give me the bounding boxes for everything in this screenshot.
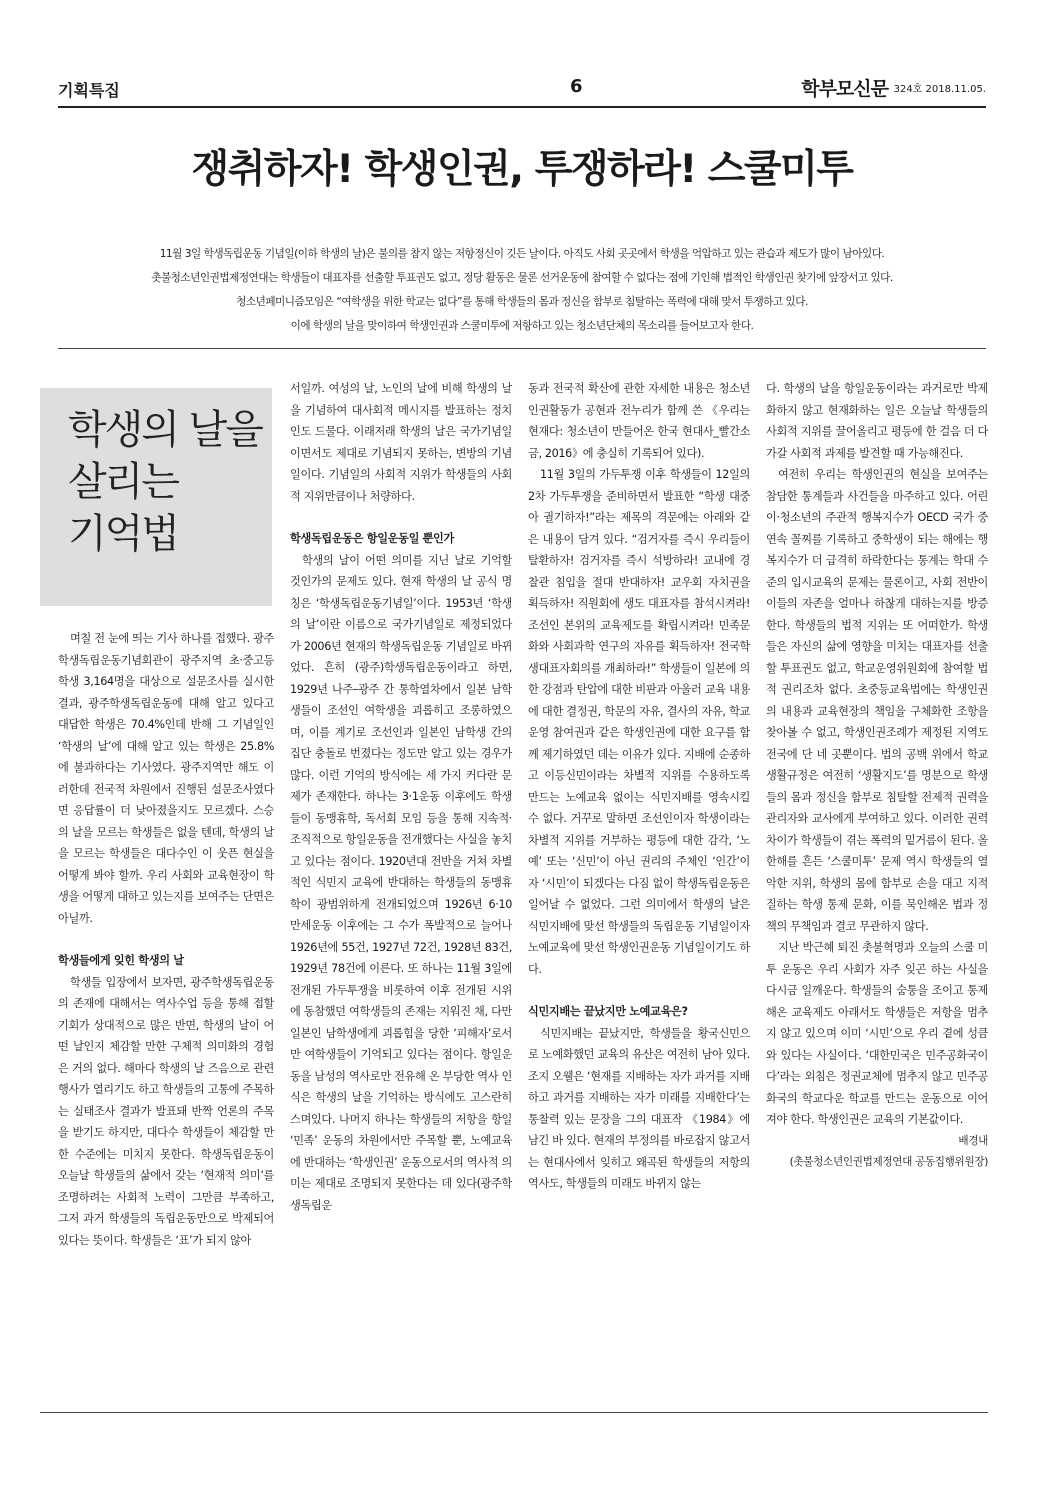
author-affiliation: (촛불청소년인권법제정연대 공동집행위원장) bbox=[789, 1156, 988, 1168]
paper-logo: 학부모신문 bbox=[801, 78, 888, 100]
body-paragraph: 학생들 입장에서 보자면, 광주학생독립운동의 존재에 대해서는 역사수업 등을 통해 접할 기회가 상대적으로 많은 반면, 학생의 날이 어떤 날인지 체감할 만한 구체적 의미화의 경험은 거의 없다. 해마다 학생의 날 즈음으로 관련 행사가 열리기도 하고 학생들의 고통에 주목하는 실태조사 결과가 발표돼 반짝 언론의 주목을 받기도 하지만, 대다수 학생들이 체감할 만한 수준에는 미치지 못한다. 학생독립운동이 오늘날 학생들의 삶에서 갖는 ‘현재적 의미’를 조명하려는 사회적 노력이 그만큼 부족하고, 그저 과거 학생들의 독립운동만으로 박제되어 있다는 뜻이다. 학생들은 ‘표’가 되지 않아 bbox=[58, 975, 274, 1247]
body-paragraph: 동과 전국적 확산에 관한 자세한 내용은 청소년인권활동가 공현과 전누리가 함께 쓴 《우리는 현재다: 청소년이 만들어온 한국 현대사_빨간소금, 2016》에 충실히 기록되어 있다). bbox=[528, 382, 750, 460]
headline: 쟁취하자! 학생인권, 투쟁하라! 스쿨미투 bbox=[191, 147, 853, 192]
article-column-4 bbox=[766, 378, 988, 1174]
lead-paragraph bbox=[58, 242, 986, 338]
lead-rule bbox=[58, 348, 986, 349]
article-column-2 bbox=[290, 378, 512, 1216]
issue-info: 324호 2018.11.05. bbox=[893, 84, 986, 95]
article-title-line: 학생의 날을 bbox=[68, 407, 262, 453]
header-rule bbox=[58, 106, 986, 108]
subheading: 식민지배는 끝났지만 노예교육은? bbox=[528, 1005, 688, 1018]
author-name: 배경내 bbox=[958, 1134, 988, 1147]
page-header bbox=[58, 76, 986, 106]
body-paragraph: 학생의 날이 어떤 의미를 지닌 날로 기억할 것인가의 문제도 있다. 현재 학생의 날 공식 명칭은 ‘학생독립운동기념일’이다. 1953년 ‘학생의 날’이란 이름으로 국가기념일로 제정되었다가 2006년 현재의 학생독립운동 기념일로 바뀌었다. 흔히 (광주)학생독립운동이라고 하면, 1929년 나주–광주 간 통학열차에서 일본 남학생들이 조선인 여학생을 괴롭히고 조롱하였으며, 이를 계기로 조선인과 일본인 남학생 간의 집단 충돌로 번졌다는 정도만 알고 있는 경우가 많다. 이런 기억의 방식에는 세 가지 커다란 문제가 존재한다. 하나는 3·1운동 이후에도 학생들이 동맹휴학, 독서회 모임 등을 통해 지속적·조직적으로 항일운동을 전개했다는 사실을 놓치고 있다는 점이다. 1920년대 전반을 거쳐 차별적인 식민지 교육에 반대하는 학생들의 동맹휴학이 광범위하게 전개되었으며 1926년 6·10 만세운동 이후에는 그 수가 폭발적으로 늘어나 1926년에 55건, 1927년 72건, 1928년 83건, 1929년 78건에 이른다. 또 하나는 11월 3일에 전개된 가두투쟁을 비롯하여 이후 전개된 시위에 동참했던 여학생들의 존재는 지워진 채, 다만 일본인 남학생에게 괴롭힘을 당한 ‘피해자’로서만 여학생들이 기억되고 있다는 점이다. 항일운동을 남성의 역사로만 전유해 온 부당한 역사 인식은 학생의 날을 기억하는 방식에도 고스란히 스며있다. 나머지 하나는 학생들의 저항을 항일 ‘민족’ 운동의 차원에서만 주목할 뿐, 노예교육에 반대하는 ‘학생인권’ 운동으로서의 역사적 의미는 제대로 조명되지 못한다는 데 있다(광주학생독립운 bbox=[290, 553, 512, 1212]
article-column-1 bbox=[58, 628, 274, 1251]
footer-rule bbox=[40, 1412, 988, 1413]
body-paragraph: 서일까. 여성의 날, 노인의 날에 비해 학생의 날을 기념하여 대사회적 메시지를 발표하는 정치인도 드물다. 이래저래 학생의 날은 국가기념일이면서도 제대로 기념되지 못하는, 변방의 기념일이다. 기념일의 사회적 지위가 학생들의 사회적 지위만큼이나 처량하다. bbox=[290, 382, 512, 503]
article-title-line: 살리는 bbox=[68, 459, 178, 505]
lead-line: 촛불청소년인권법제정연대는 학생들이 대표자를 선출할 투표권도 없고, 정당 활동은 물론 선거운동에 참여할 수 없다는 점에 기인해 법적인 학생인권 찾기에 앞장서고 있다. bbox=[151, 272, 893, 284]
body-paragraph: 다. 학생의 날을 항일운동이라는 과거로만 박제화하지 않고 현재화하는 일은 오늘날 학생들의 사회적 지위를 끌어올리고 평등에 한 걸음 더 다가갈 사회적 과제를 발견할 때 가능해진다. bbox=[766, 382, 988, 460]
body-paragraph: 여전히 우리는 학생인권의 현실을 보여주는 참담한 통계들과 사건들을 마주하고 있다. 어린이·청소년의 주관적 행복지수가 OECD 국가 중 연속 꼴찌를 기록하고 중학생이 되는 해에는 행복지수가 더 급격히 하락한다는 통계는 학대 수준의 입시교육의 문제는 물론이고, 사회 전반이 이들의 자존을 얼마나 하찮게 대하는지를 방증한다. 학생들의 법적 지위는 또 어떠한가. 학생들은 자신의 삶에 영향을 미치는 대표자를 선출할 투표권도 없고, 학교운영위원회에 참여할 법적 권리조차 없다. 초중등교육법에는 학생인권의 내용과 교육현장의 책임을 구체화한 조항을 찾아볼 수 없고, 학생인권조례가 제정된 지역도 전국에 단 네 곳뿐이다. 법의 공백 위에서 학교생활규정은 여전히 ‘생활지도’를 명분으로 학생들의 몸과 정신을 함부로 침탈할 전제적 권력을 관리자와 교사에게 부여하고 있다. 이러한 권력 차이가 학생들이 겪는 폭력의 밑거름이 된다. 올 한해를 흔든 ‘스쿨미투’ 문제 역시 학생들의 열악한 지위, 학생의 몸에 함부로 손을 대고 지적질하는 학생 통제 문화, 이를 묵인해온 법과 정책의 무책임과 결코 무관하지 않다. bbox=[766, 468, 988, 933]
lead-line: 이에 학생의 날을 맞이하여 학생인권과 스쿨미투에 저항하고 있는 청소년단체의 목소리를 들어보고자 한다. bbox=[290, 320, 754, 332]
subheading: 학생들에게 잊힌 학생의 날 bbox=[58, 954, 184, 967]
subheading: 학생독립운동은 항일운동일 뿐인가 bbox=[290, 532, 454, 545]
lead-line: 청소년페미니즘모임은 “여학생을 위한 학교는 없다”를 통해 학생들의 몸과 정신을 함부로 침탈하는 폭력에 대해 맞서 투쟁하고 있다. bbox=[236, 296, 808, 308]
body-paragraph: 식민지배는 끝났지만, 학생들을 황국신민으로 노예화했던 교육의 유산은 여전히 남아 있다. 조지 오웰은 ‘현재를 지배하는 자가 과거를 지배하고 과거를 지배하는 자가 미래를 지배한다’는 통찰력 있는 문장을 그의 대표작 《1984》에 남긴 바 있다. 현재의 부정의를 바로잡지 않고서는 현대사에서 잊히고 왜곡된 학생들의 저항의 역사도, 학생들의 미래도 바뀌지 않는 bbox=[528, 1026, 750, 1190]
body-paragraph: 11월 3일의 가두투쟁 이후 학생들이 12일의 2차 가두투쟁을 준비하면서 발표한 “학생 대중아 궐기하자!”라는 제목의 격문에는 아래와 같은 내용이 담겨 있다. “검거자를 즉시 우리들이 탈환하자! 검거자를 즉시 석방하라! 교내에 경찰관 침입을 절대 반대하자! 교우회 자치권을 획득하자! 직원회에 생도 대표자를 참석시켜라! 조선인 본위의 교육제도를 확립시켜라! 민족문화와 사회과학 연구의 자유를 획득하자! 전국학생대표자회의를 개최하라!” 학생들이 일본에 의한 강점과 탄압에 대한 비판과 아울러 교육 내용에 대한 결정권, 학문의 자유, 결사의 자유, 학교운영 참여권과 같은 학생인권에 대한 요구를 함께 제기하였던 데는 이유가 있다. 지배에 순종하고 이등신민이라는 차별적 지위를 수용하도록 만드는 노예교육 없이는 식민지배를 영속시킬 수 없다. 거꾸로 말하면 조선인이자 학생이라는 차별적 지위를 거부하는 평등에 대한 감각, ‘노예’ 또는 ‘신민’이 아닌 권리의 주체인 ‘인간’이자 ‘시민’이 되겠다는 다짐 없이 학생독립운동은 일어날 수 없었다. 그런 의미에서 학생의 날은 식민지배에 맞선 학생들의 독립운동 기념일이자 노예교육에 맞선 학생인권운동 기념일이기도 하다. bbox=[528, 468, 750, 976]
body-paragraph: 지난 박근혜 퇴진 촛불혁명과 오늘의 스쿨 미투 운동은 우리 사회가 자주 잊곤 하는 사실을 다시금 일깨운다. 학생들의 숨통을 조이고 통제해온 교육제도 아래서도 학생들은 저항을 멈추지 않고 있으며 이미 ‘시민’으로 우리 곁에 성큼 와 있다는 사실이다. ‘대한민국은 민주공화국이다’라는 외침은 정권교체에 멈추지 않고 민주공화국의 학교다운 학교를 만드는 운동으로 이어져야 한다. 학생인권은 교육의 기본값이다. bbox=[766, 941, 988, 1126]
lead-line: 11월 3일 학생독립운동 기념일(이하 학생의 날)은 불의를 참지 않는 저항정신이 깃든 날이다. 아직도 사회 곳곳에서 학생을 억압하고 있는 관습과 제도가 많이 남아있다. bbox=[159, 248, 885, 260]
article-title-line: 기억법 bbox=[68, 511, 178, 557]
body-paragraph: 며칠 전 눈에 띄는 기사 하나를 접했다. 광주학생독립운동기념회관이 광주지역 초·중고등학생 3,164명을 대상으로 설문조사를 실시한 결과, 광주학생독립운동에 대해 알고 있다고 대답한 학생은 70.4%인데 반해 그 기념일인 ‘학생의 날’에 대해 알고 있는 학생은 25.8%에 불과하다는 기사였다. 광주지역만 해도 이러한데 전국적 차원에서 진행된 설문조사였다면 응답률이 더 낮아졌을지도 모르겠다. 스승의 날을 모르는 학생들은 없을 텐데, 학생의 날을 모르는 학생들은 대다수인 이 웃픈 현실을 어떻게 봐야 할까. 우리 사회와 교육현장이 학생을 어떻게 대하고 있는지를 보여주는 단면은 아닐까. bbox=[58, 632, 274, 925]
article-column-3 bbox=[528, 378, 750, 1195]
page-number: 6 bbox=[570, 76, 583, 97]
section-label: 기획특집 bbox=[58, 81, 120, 100]
article-title-box bbox=[40, 388, 272, 606]
